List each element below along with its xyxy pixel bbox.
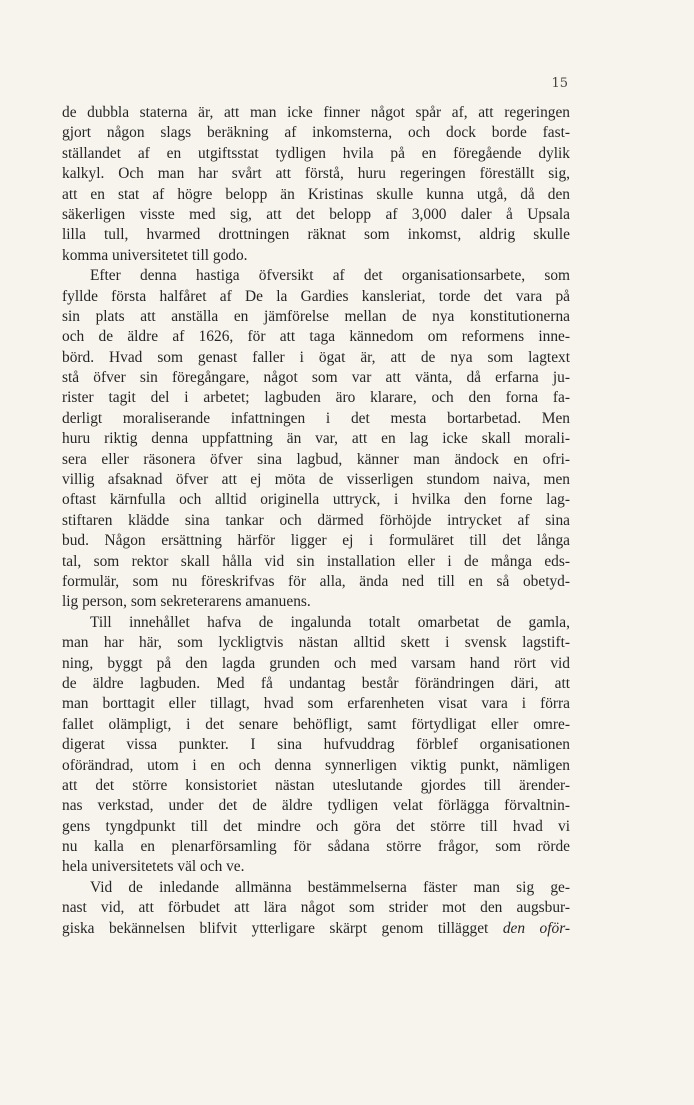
text-run: giska bekännelsen blifvit ytterligare skärpt genom tillägget	[62, 919, 503, 937]
text-line: och de äldre af 1626, för att taga kännedom om reformens inne-	[62, 328, 570, 346]
text-line: formulär, som nu föreskrifvas för alla, ända ned till en så obetyd-	[62, 572, 570, 590]
text-line: ställandet af en utgiftsstat tydligen hvila på en föregående dylik	[62, 144, 570, 162]
page-number: 15	[551, 76, 568, 91]
text-line: börd. Hvad som genast faller i ögat är, att de nya som lagtext	[62, 348, 570, 366]
text-line: sera eller räsonera öfver sina lagbud, känner man ändock en ofri-	[62, 450, 570, 468]
text-line: derligt moraliserande infattningen i det mesta bortarbetad. Men	[62, 409, 570, 427]
text-line: att en stat af högre belopp än Kristinas skulle kunna utgå, då den	[62, 185, 570, 203]
body-text	[62, 103, 570, 939]
text-line: gjort någon slags beräkning af inkomsterna, och dock borde fast-	[62, 124, 570, 142]
paragraph-3	[62, 613, 570, 878]
text-line: de dubbla staterna är, att man icke finner något spår af, att regeringen	[62, 104, 570, 121]
text-line: hela universitetets väl och ve.	[62, 858, 245, 876]
text-line: gens tyngdpunkt till det mindre och göra det större till hvad vi	[62, 817, 570, 835]
text-line: Till innehållet hafva de ingalunda totalt omarbetat de gamla,	[90, 613, 570, 631]
text-line: att det större konsistoriet nästan uteslutande gjordes till ärender-	[62, 776, 570, 794]
text-line: lig person, som sekreterarens amanuens.	[62, 593, 311, 611]
text-line: nast vid, att förbudet att lära något som strider mot den augsbur-	[62, 899, 570, 917]
text-line: man har här, som lyckligtvis nästan alltid skett i svensk lagstift-	[62, 634, 570, 652]
text-line: oförändrad, utom i en och denna synnerligen viktig punkt, nämligen	[62, 756, 570, 774]
text-line: stiftaren klädde sina tankar och därmed förhöjde intrycket af sina	[62, 511, 570, 529]
text-line: nas verkstad, under det de äldre tydligen velat förlägga förvaltnin-	[62, 797, 570, 815]
text-line: lilla tull, hvarmed drottningen räknat som inkomst, aldrig skulle	[62, 226, 570, 244]
text-line: digerat vissa punkter. I sina hufvuddrag förblef organisationen	[62, 736, 570, 754]
text-line: oftast kärnfulla och alltid originella uttryck, i hvilka den forne lag-	[62, 491, 570, 509]
paragraph-4	[62, 878, 570, 939]
paragraph-1	[62, 103, 570, 266]
text-line: rister tagit del i arbetet; lagbuden äro klarare, och den forna fa-	[62, 389, 570, 407]
paragraph-2	[62, 266, 570, 613]
text-line: kalkyl. Och man har svårt att förstå, huru regeringen föreställt sig,	[62, 165, 570, 183]
text-line: bud. Någon ersättning härför ligger ej i formuläret till det långa	[62, 532, 570, 550]
text-line: man borttagit eller tillagt, hvad som erfarenheten visat vara i förra	[62, 695, 570, 713]
text-line: tal, som rektor skall hålla vid sin installation eller i de många eds-	[62, 552, 570, 570]
text-line: nu kalla en plenarförsamling för sådana större frågor, som rörde	[62, 838, 570, 856]
text-line: villig afsaknad öfver att ej möta de visserligen stundom naiva, men	[62, 471, 570, 489]
text-line: de äldre lagbuden. Med få undantag består förändringen däri, att	[62, 674, 570, 692]
text-line: sin plats att anställa en jämförelse mellan de nya konstitutionerna	[62, 307, 570, 325]
text-line: Efter denna hastiga öfversikt af det organisationsarbete, som	[90, 267, 570, 285]
text-line: fallet olämpligt, i det senare behöfligt, samt förtydligat eller omre-	[62, 715, 570, 733]
text-line: Vid de inledande allmänna bestämmelserna fäster man sig ge-	[90, 878, 570, 896]
text-line-final	[62, 919, 570, 939]
text-line: ning, byggt på den lagda grunden och med varsam hand rört vid	[62, 654, 570, 672]
italic-phrase: den oför-	[502, 919, 570, 937]
text-line: fyllde första halfåret af De la Gardies kansleriat, torde det vara på	[62, 287, 570, 305]
text-line: komma universitetet till godo.	[62, 246, 248, 264]
text-line: huru riktig denna uppfattning än var, att en lag icke skall morali-	[62, 430, 570, 448]
text-line: stå öfver sin föregångare, något som var att vänta, då erfarna ju-	[62, 369, 570, 387]
text-line: säkerligen visste med sig, att det belopp af 3,000 daler å Upsala	[62, 205, 570, 223]
